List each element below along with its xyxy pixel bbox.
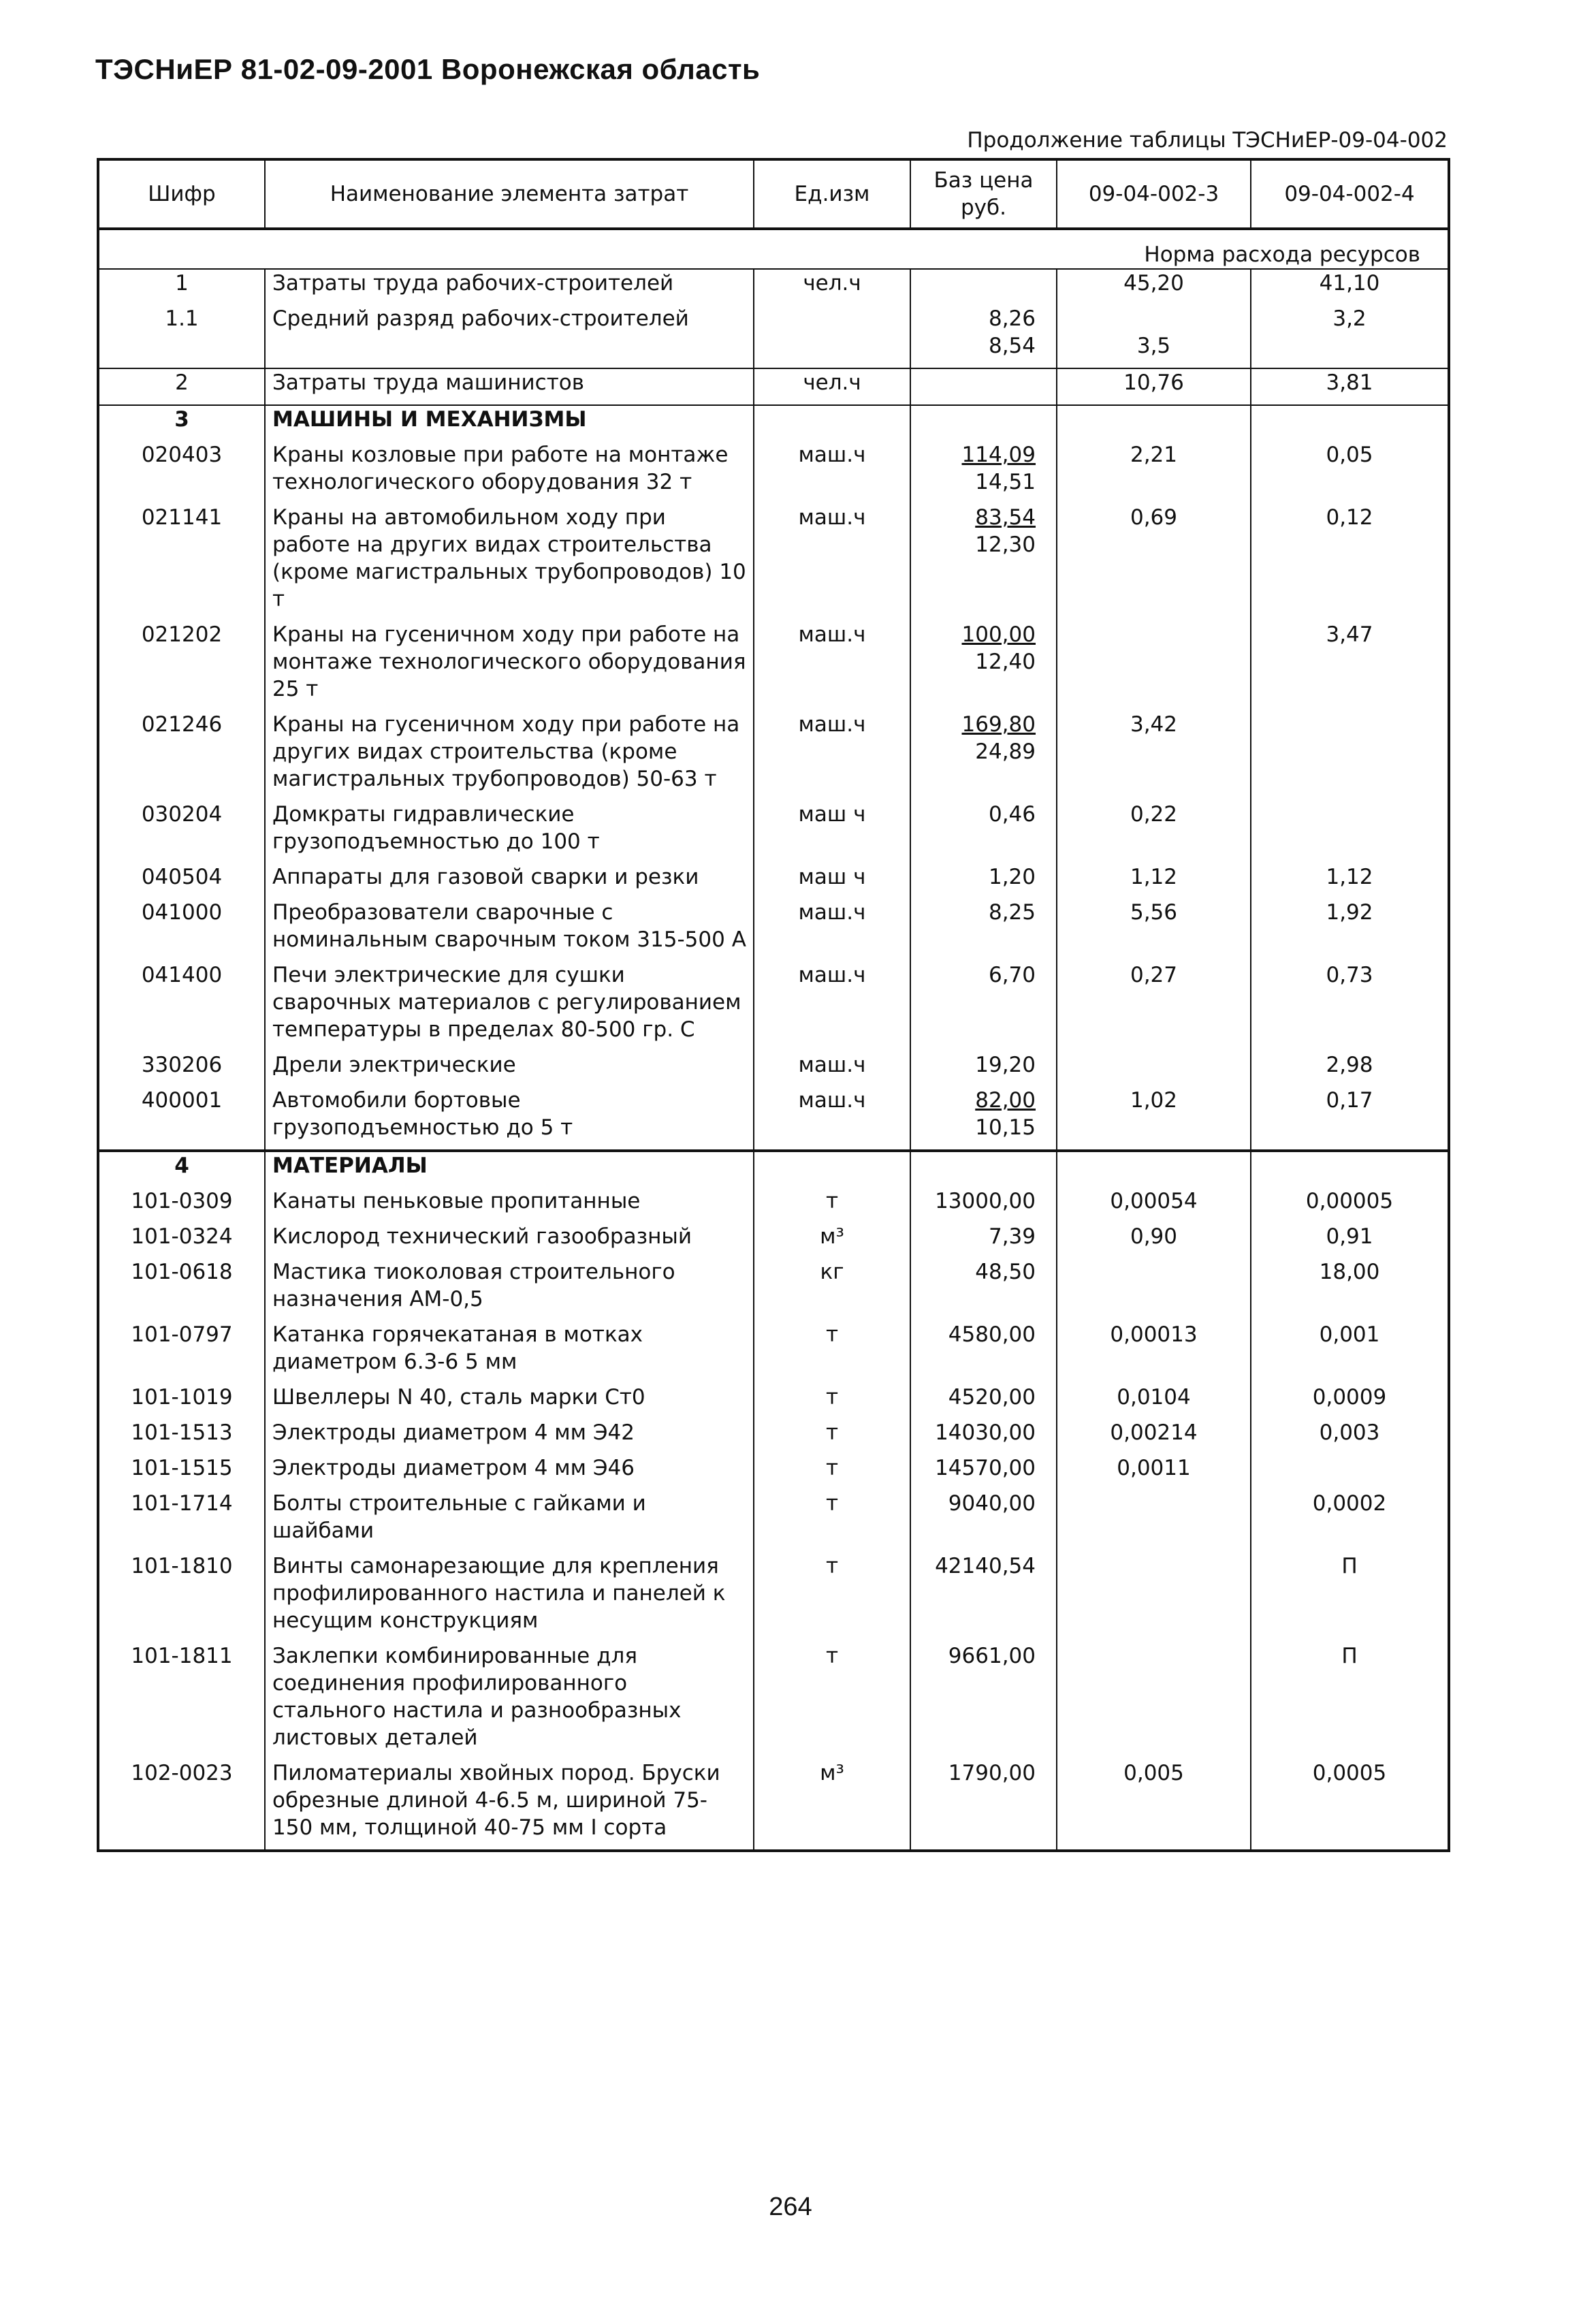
row-base-price [910, 1454, 1057, 1490]
row-code: 101-1811 [131, 1644, 233, 1668]
row-name: Катанка горячекатаная в мотках диаметром 6.3-6 5 мм [265, 1321, 754, 1384]
row-name: Канаты пеньковые пропитанные [265, 1188, 754, 1223]
table-row [98, 1490, 1449, 1553]
row-value-09-04-002-4: 0,0002 [1251, 1490, 1449, 1553]
row-base-price [910, 1760, 1057, 1851]
row-code: 021202 [141, 622, 223, 647]
table-row [98, 1321, 1449, 1384]
row-name: Автомобили бортовые грузоподъемностью до 5 т [265, 1087, 754, 1151]
col-header-price: Баз цена руб. [910, 159, 1057, 229]
table-row [98, 1553, 1449, 1642]
row-code: 101-1810 [131, 1554, 233, 1578]
row-value-09-04-002-3: 0,00013 [1057, 1321, 1251, 1384]
row-code: 030204 [141, 802, 223, 827]
row-unit: т [754, 1490, 910, 1553]
row-unit: т [754, 1321, 910, 1384]
row-unit: чел.ч [754, 368, 910, 405]
row-value-09-04-002-4 [1251, 801, 1449, 863]
row-unit [754, 305, 910, 368]
row-unit: маш ч [754, 863, 910, 899]
col-header-09-04-002-3: 09-04-002-3 [1057, 159, 1251, 229]
table-row [98, 368, 1449, 405]
row-base-price [910, 1223, 1057, 1258]
row-base-price [910, 1384, 1057, 1419]
row-code: 4 [98, 1151, 265, 1188]
row-base-price [910, 1553, 1057, 1642]
price-value: 4580,00 [948, 1322, 1036, 1347]
price-value: 9040,00 [948, 1491, 1036, 1516]
page-number: 264 [769, 2193, 812, 2221]
row-name: Заклепки комбинированные для соединения профилированного стального настила и разнообразных листовых деталей [265, 1642, 754, 1760]
table-row [98, 961, 1449, 1051]
row-unit: кг [754, 1258, 910, 1321]
table-row [98, 1384, 1449, 1419]
row-base-price [910, 405, 1057, 441]
row-value-09-04-002-4: П [1251, 1642, 1449, 1760]
row-unit: маш.ч [754, 961, 910, 1051]
price-value: 13000,00 [935, 1189, 1036, 1213]
row-value-09-04-002-4: 0,05 [1251, 441, 1449, 504]
price-secondary-value: 8,54 [988, 334, 1036, 358]
row-code: 041400 [141, 963, 223, 987]
col-header-09-04-002-4: 09-04-002-4 [1251, 159, 1449, 229]
row-name: Краны козловые при работе на монтаже технологического оборудования 32 т [265, 441, 754, 504]
row-base-price [910, 504, 1057, 621]
row-code: 400001 [141, 1088, 223, 1113]
row-value-09-04-002-3: 3,42 [1057, 711, 1251, 801]
row-value-09-04-002-4: 3,47 [1251, 621, 1449, 711]
row-unit: маш.ч [754, 1087, 910, 1151]
row-name: Дрели электрические [265, 1051, 754, 1087]
row-base-price [910, 1642, 1057, 1760]
table-row [98, 1051, 1449, 1087]
col-header-name: Наименование элемента затрат [265, 159, 754, 229]
row-unit: маш ч [754, 801, 910, 863]
row-code: 101-1515 [131, 1456, 233, 1480]
row-value-09-04-002-3: 5,56 [1057, 899, 1251, 961]
row-value-09-04-002-3 [1057, 1642, 1251, 1760]
row-name: Швеллеры N 40, сталь марки Ст0 [265, 1384, 754, 1419]
row-value-09-04-002-3 [1057, 305, 1251, 368]
row-code: 021246 [141, 712, 223, 737]
row-value-09-04-002-4: 18,00 [1251, 1258, 1449, 1321]
row-unit: т [754, 1553, 910, 1642]
row-code: 330206 [141, 1053, 223, 1077]
row-value-09-04-002-4: 2,98 [1251, 1051, 1449, 1087]
row-unit [754, 405, 910, 441]
row-unit: м³ [754, 1223, 910, 1258]
row-value-09-04-002-4 [1251, 1151, 1449, 1188]
row-value-09-04-002-4: 0,0009 [1251, 1384, 1449, 1419]
col-header-unit: Ед.изм [754, 159, 910, 229]
row-value-09-04-002-3 [1057, 621, 1251, 711]
norm-header-row [98, 229, 1449, 269]
row-name: Аппараты для газовой сварки и резки [265, 863, 754, 899]
price-value: 1,20 [988, 865, 1036, 889]
value-text: 3,5 [1136, 334, 1171, 358]
table-row [98, 1642, 1449, 1760]
row-code: 2 [98, 368, 265, 405]
table-row [98, 1454, 1449, 1490]
row-base-price [910, 441, 1057, 504]
row-unit: маш.ч [754, 1051, 910, 1087]
table-row [98, 621, 1449, 711]
price-value: 169,80 [961, 712, 1036, 737]
table-row [98, 1760, 1449, 1851]
table-row [98, 711, 1449, 801]
price-value: 48,50 [975, 1260, 1036, 1284]
row-unit: маш.ч [754, 441, 910, 504]
table-row [98, 305, 1449, 368]
table-row [98, 269, 1449, 305]
row-code: 101-0324 [131, 1224, 233, 1249]
table-row [98, 1087, 1449, 1151]
row-value-09-04-002-3: 2,21 [1057, 441, 1251, 504]
row-name: Средний разряд рабочих-строителей [265, 305, 754, 368]
row-value-09-04-002-4: 0,91 [1251, 1223, 1449, 1258]
document-title: ТЭСНиЕР 81-02-09-2001 Воронежская область [95, 53, 761, 85]
row-name: МАШИНЫ И МЕХАНИЗМЫ [265, 405, 754, 441]
price-value: 19,20 [975, 1053, 1036, 1077]
row-value-09-04-002-3: 0,22 [1057, 801, 1251, 863]
row-value-09-04-002-3 [1057, 1258, 1251, 1321]
row-value-09-04-002-3: 0,90 [1057, 1223, 1251, 1258]
row-value-09-04-002-3: 0,27 [1057, 961, 1251, 1051]
row-value-09-04-002-3: 0,69 [1057, 504, 1251, 621]
row-unit: маш.ч [754, 899, 910, 961]
row-unit: маш.ч [754, 711, 910, 801]
row-name: Кислород технический газообразный [265, 1223, 754, 1258]
row-base-price [910, 1188, 1057, 1223]
table-row [98, 1258, 1449, 1321]
row-value-09-04-002-3: 1,02 [1057, 1087, 1251, 1151]
row-name: Затраты труда рабочих-строителей [265, 269, 754, 305]
row-value-09-04-002-3: 10,76 [1057, 368, 1251, 405]
row-value-09-04-002-4: 3,2 [1251, 305, 1449, 368]
row-base-price [910, 899, 1057, 961]
row-base-price [910, 801, 1057, 863]
row-unit: т [754, 1419, 910, 1454]
row-value-09-04-002-4: 0,001 [1251, 1321, 1449, 1384]
row-value-09-04-002-4: 0,0005 [1251, 1760, 1449, 1851]
row-value-09-04-002-3: 0,0104 [1057, 1384, 1251, 1419]
price-secondary-value: 10,15 [975, 1115, 1036, 1140]
price-value: 9661,00 [948, 1644, 1036, 1668]
row-name: Домкраты гидравлические грузоподъемностью до 100 т [265, 801, 754, 863]
row-name: МАТЕРИАЛЫ [265, 1151, 754, 1188]
row-code: 101-0309 [131, 1189, 233, 1213]
row-code: 3 [98, 405, 265, 441]
row-base-price [910, 269, 1057, 305]
price-value: 6,70 [988, 963, 1036, 987]
table-row [98, 1188, 1449, 1223]
row-base-price [910, 1051, 1057, 1087]
price-secondary-value: 14,51 [975, 470, 1036, 494]
row-value-09-04-002-4: 0,17 [1251, 1087, 1449, 1151]
price-value: 1790,00 [948, 1761, 1036, 1785]
row-value-09-04-002-4: 41,10 [1251, 269, 1449, 305]
row-unit [754, 1151, 910, 1188]
norm-label: Норма расхода ресурсов [1057, 229, 1449, 269]
row-code: 040504 [141, 865, 223, 889]
table-row [98, 801, 1449, 863]
row-base-price [910, 305, 1057, 368]
price-value: 100,00 [961, 622, 1036, 647]
row-name: Печи электрические для сушки сварочных материалов с регулированием температуры в пределах 80-500 гр. С [265, 961, 754, 1051]
row-name: Краны на автомобильном ходу при работе на других видах строительства (кроме магистральных трубопроводов) 10 т [265, 504, 754, 621]
row-code: 1 [175, 271, 189, 296]
price-value: 0,46 [988, 802, 1036, 827]
row-base-price [910, 1490, 1057, 1553]
price-secondary-value: 12,40 [975, 650, 1036, 674]
price-value: 8,25 [988, 900, 1036, 925]
price-value: 8,26 [988, 306, 1036, 331]
row-name: Болты строительные с гайками и шайбами [265, 1490, 754, 1553]
price-secondary-value: 24,89 [975, 739, 1036, 764]
row-base-price [910, 711, 1057, 801]
row-value-09-04-002-3: 0,005 [1057, 1760, 1251, 1851]
price-value: 14030,00 [935, 1420, 1036, 1445]
row-value-09-04-002-3 [1057, 1490, 1251, 1553]
row-base-price [910, 1087, 1057, 1151]
row-name: Винты самонарезающие для крепления профилированного настила и панелей к несущим конструкциям [265, 1553, 754, 1642]
resource-norms-table [97, 158, 1450, 1852]
row-unit: чел.ч [754, 269, 910, 305]
row-code: 101-0618 [131, 1260, 233, 1284]
price-value: 83,54 [975, 505, 1036, 530]
row-name: Электроды диаметром 4 мм Э42 [265, 1419, 754, 1454]
row-base-price [910, 1321, 1057, 1384]
row-unit: т [754, 1642, 910, 1760]
row-value-09-04-002-3: 0,00054 [1057, 1188, 1251, 1223]
price-value: 82,00 [975, 1088, 1036, 1113]
table-row [98, 441, 1449, 504]
price-value: 42140,54 [935, 1554, 1036, 1578]
price-value: 114,09 [961, 443, 1036, 467]
row-name: Электроды диаметром 4 мм Э46 [265, 1454, 754, 1490]
row-name: Преобразователи сварочные с номинальным сварочным током 315-500 А [265, 899, 754, 961]
table-row [98, 899, 1449, 961]
row-value-09-04-002-3: 1,12 [1057, 863, 1251, 899]
row-value-09-04-002-4: 0,003 [1251, 1419, 1449, 1454]
row-value-09-04-002-3 [1057, 1553, 1251, 1642]
table-row [98, 1419, 1449, 1454]
row-unit: маш.ч [754, 504, 910, 621]
row-value-09-04-002-4: 1,12 [1251, 863, 1449, 899]
section-row [98, 405, 1449, 441]
price-value: 4520,00 [948, 1385, 1036, 1410]
row-unit: т [754, 1384, 910, 1419]
row-name: Пиломатериалы хвойных пород. Бруски обрезные длиной 4-6.5 м, шириной 75-150 мм, толщиной 40-75 мм I сорта [265, 1760, 754, 1851]
row-value-09-04-002-3 [1057, 405, 1251, 441]
row-unit: т [754, 1188, 910, 1223]
row-base-price [910, 621, 1057, 711]
row-value-09-04-002-4 [1251, 711, 1449, 801]
table-header [98, 159, 1449, 229]
row-base-price [910, 863, 1057, 899]
row-code: 101-1019 [131, 1385, 233, 1410]
section-row [98, 1151, 1449, 1188]
row-value-09-04-002-4 [1251, 1454, 1449, 1490]
row-code: 101-0797 [131, 1322, 233, 1347]
row-value-09-04-002-3: 0,0011 [1057, 1454, 1251, 1490]
row-code: 020403 [141, 443, 223, 467]
table-body [98, 229, 1449, 1851]
table-row [98, 1223, 1449, 1258]
row-value-09-04-002-3: 0,00214 [1057, 1419, 1251, 1454]
row-value-09-04-002-3 [1057, 1151, 1251, 1188]
price-secondary-value: 12,30 [975, 532, 1036, 557]
row-code: 102-0023 [131, 1761, 233, 1785]
row-name: Краны на гусеничном ходу при работе на других видах строительства (кроме магистральных трубопроводов) 50-63 т [265, 711, 754, 801]
row-name: Затраты труда машинистов [265, 368, 754, 405]
row-value-09-04-002-4: 3,81 [1251, 368, 1449, 405]
row-value-09-04-002-4 [1251, 405, 1449, 441]
table-continuation-label: Продолжение таблицы ТЭСНиЕР-09-04-002 [967, 128, 1448, 153]
row-base-price [910, 961, 1057, 1051]
row-code: 101-1513 [131, 1420, 233, 1445]
col-header-code: Шифр [98, 159, 265, 229]
row-code: 021141 [141, 505, 223, 530]
row-value-09-04-002-4: 0,00005 [1251, 1188, 1449, 1223]
row-unit: маш.ч [754, 621, 910, 711]
row-value-09-04-002-3 [1057, 1051, 1251, 1087]
price-value: 14570,00 [935, 1456, 1036, 1480]
row-value-09-04-002-4: 0,73 [1251, 961, 1449, 1051]
row-value-09-04-002-4: 1,92 [1251, 899, 1449, 961]
row-code: 041000 [141, 900, 223, 925]
row-unit: т [754, 1454, 910, 1490]
row-value-09-04-002-3: 45,20 [1057, 269, 1251, 305]
row-name: Краны на гусеничном ходу при работе на монтаже технологического оборудования 25 т [265, 621, 754, 711]
price-value: 7,39 [988, 1224, 1036, 1249]
row-value-09-04-002-4: П [1251, 1553, 1449, 1642]
table-row [98, 863, 1449, 899]
row-code: 101-1714 [131, 1491, 233, 1516]
row-name: Мастика тиоколовая строительного назначения АМ-0,5 [265, 1258, 754, 1321]
table-row [98, 504, 1449, 621]
row-base-price [910, 368, 1057, 405]
row-unit: м³ [754, 1760, 910, 1851]
row-value-09-04-002-4: 0,12 [1251, 504, 1449, 621]
row-base-price [910, 1151, 1057, 1188]
row-code: 1.1 [165, 306, 199, 331]
row-base-price [910, 1258, 1057, 1321]
row-base-price [910, 1419, 1057, 1454]
